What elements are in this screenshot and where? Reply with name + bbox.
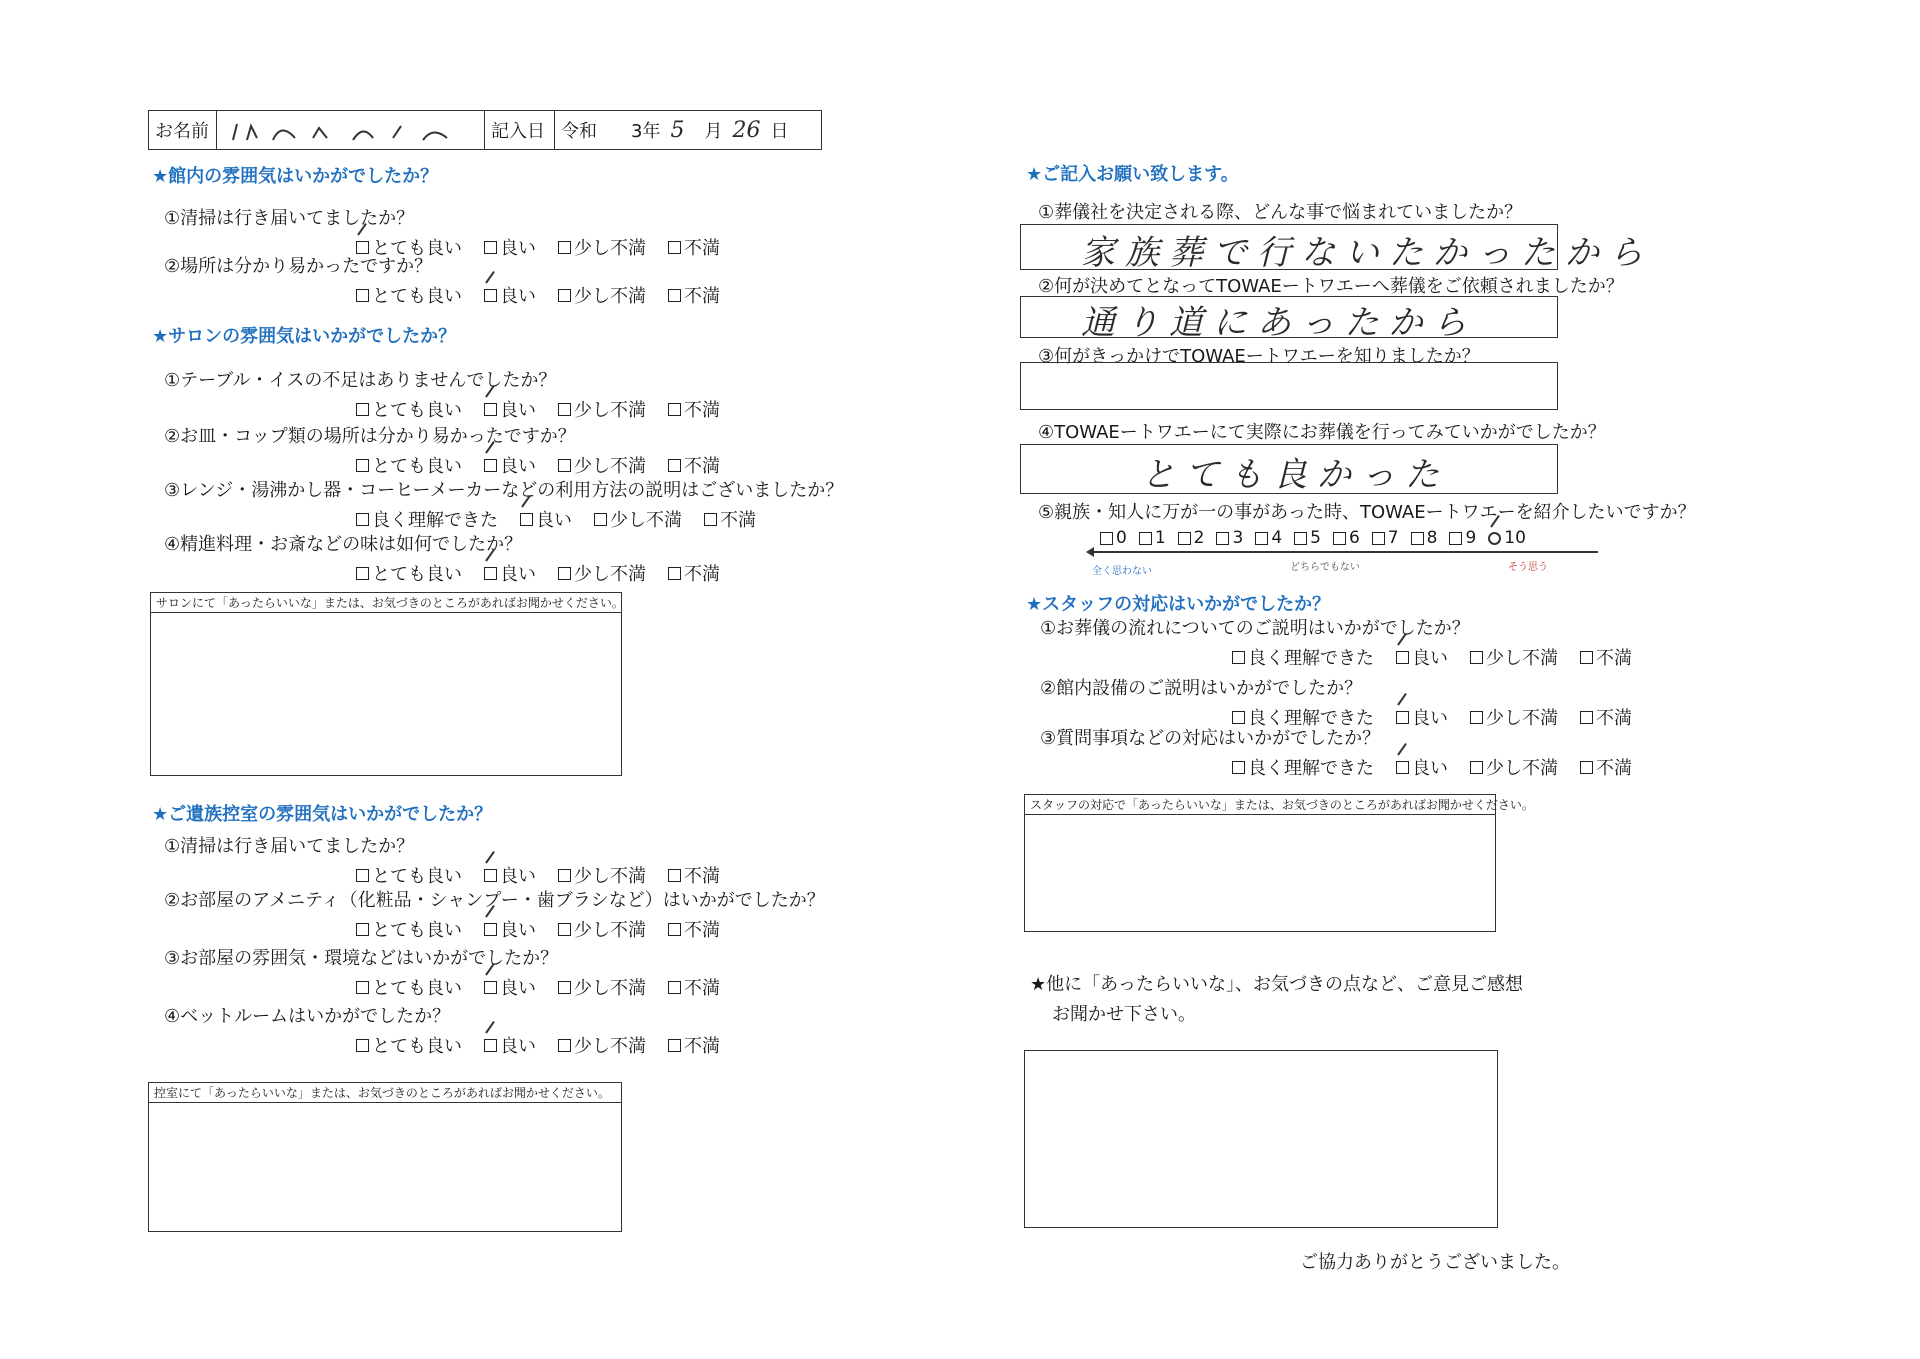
question-text: ①清掃は行き届いてましたか？: [164, 836, 415, 857]
option-label: 不満: [684, 1036, 720, 1057]
scale-option[interactable]: [1255, 528, 1282, 548]
option-label: 良い: [500, 564, 536, 585]
checkbox[interactable]: [520, 513, 533, 526]
option-label: 不満: [684, 286, 720, 307]
question-text: ③質問事項などの対応はいかがでしたか？: [1040, 728, 1381, 749]
checkbox[interactable]: [484, 459, 497, 472]
answer-box-4[interactable]: [1020, 444, 1558, 494]
answer-options: [1232, 644, 1654, 670]
option-label: 不満: [684, 920, 720, 941]
other-comment-subheading: お聞かせ下さい。: [1052, 1004, 1196, 1025]
checkbox[interactable]: [668, 403, 681, 416]
q-experience: ④TOWAEートワエーにて実際にお葬儀を行ってみていかがでしたか？: [1038, 422, 1606, 443]
checkbox[interactable]: [668, 1039, 681, 1052]
checkbox[interactable]: [668, 289, 681, 302]
option-label: 少し不満: [574, 456, 646, 477]
question-text: ②館内設備のご説明はいかがでしたか？: [1040, 678, 1363, 699]
era-text: 令和: [561, 121, 597, 142]
answer-option[interactable]: [484, 396, 536, 422]
checkbox[interactable]: [356, 923, 369, 936]
checkbox[interactable]: [558, 241, 571, 254]
scale-number: 0: [1116, 528, 1127, 548]
name-label: お名前: [149, 111, 217, 149]
option-label: 不満: [684, 400, 720, 421]
option-label: 良い: [500, 866, 536, 887]
scale-option[interactable]: [1100, 528, 1127, 548]
option-label: 不満: [1596, 708, 1632, 729]
answer-option[interactable]: [594, 506, 682, 532]
scale-low-label: 全く思わない: [1092, 566, 1152, 577]
option-label: とても良い: [372, 286, 462, 307]
answer-options: [356, 916, 742, 942]
checkbox[interactable]: [1580, 651, 1593, 664]
header-row: [148, 110, 822, 150]
checkbox[interactable]: [1411, 532, 1424, 545]
answer-option[interactable]: [356, 282, 462, 308]
option-label: 少し不満: [574, 978, 646, 999]
checkbox[interactable]: [356, 981, 369, 994]
option-label: 少し不満: [1486, 708, 1558, 729]
checkbox[interactable]: [668, 869, 681, 882]
answer-option[interactable]: [484, 282, 536, 308]
option-label: 良い: [500, 456, 536, 477]
option-label: 良い: [1412, 708, 1448, 729]
answer-option[interactable]: [484, 916, 536, 942]
answer-option[interactable]: [668, 396, 720, 422]
section-title-hall: ★館内の雰囲気はいかがでしたか？: [152, 166, 439, 187]
answer-option[interactable]: [484, 234, 536, 260]
checkbox[interactable]: [668, 981, 681, 994]
checkbox[interactable]: [1396, 651, 1409, 664]
checkbox[interactable]: [1449, 532, 1462, 545]
scale-number: 1: [1154, 528, 1166, 548]
checkbox[interactable]: [668, 459, 681, 472]
section-title-request: ★ご記入お願い致します。: [1026, 164, 1239, 185]
question-text: ②お部屋のアメニティ（化粧品・シャンプー・歯ブラシなど）はいかがでしたか？: [164, 890, 825, 911]
option-label: 良い: [500, 400, 536, 421]
answer-4-handwritten: とても良かった: [1141, 455, 1449, 495]
scale-option[interactable]: [1411, 528, 1438, 548]
waiting-room-comment-box[interactable]: [148, 1082, 622, 1232]
checkbox[interactable]: [356, 403, 369, 416]
scale-number: 5: [1310, 528, 1321, 548]
question-text: ①テーブル・イスの不足はありませんでしたか？: [164, 370, 557, 391]
waiting-room-comment-caption: 控室にて「あったらいいな」または、お気づきのところがあればお聞かせください。: [149, 1083, 621, 1103]
scale-number: 6: [1348, 528, 1360, 548]
question-text: ③お部屋の雰囲気・環境などはいかがでしたか？: [164, 948, 559, 969]
staff-comment-box[interactable]: [1024, 794, 1534, 932]
date-field[interactable]: [555, 111, 821, 149]
answer-option[interactable]: [558, 452, 646, 478]
answer-option[interactable]: [484, 974, 536, 1000]
answer-option[interactable]: [1232, 644, 1374, 670]
checkbox[interactable]: [704, 513, 717, 526]
answer-option[interactable]: [1396, 754, 1448, 780]
section-title-waiting-room: ★ご遺族控室の雰囲気はいかがでしたか？: [152, 804, 493, 825]
question-text: ④ベットルームはいかがでしたか？: [164, 1006, 451, 1027]
checkbox[interactable]: [1470, 711, 1483, 724]
answer-option[interactable]: [1580, 644, 1632, 670]
answer-option[interactable]: [558, 1032, 646, 1058]
scale-option[interactable]: [1139, 528, 1166, 548]
answer-option[interactable]: [1580, 754, 1632, 780]
answer-option[interactable]: [356, 506, 498, 532]
option-label: 良い: [1412, 758, 1448, 779]
scale-mid-label: どちらでもない: [1290, 562, 1360, 573]
answer-option[interactable]: [668, 916, 720, 942]
answer-option[interactable]: [1470, 704, 1558, 730]
year-text: 3年: [631, 121, 661, 142]
day-handwritten: 26: [732, 117, 761, 143]
answer-option[interactable]: [668, 282, 720, 308]
option-label: とても良い: [372, 1036, 462, 1057]
q-recommend: ⑤親族・知人に万が一の事があった時、TOWAEートワエーを紹介したいですか？: [1038, 502, 1696, 523]
question-text: ③レンジ・湯沸かし器・コーヒーメーカーなどの利用方法の説明はございましたか？: [164, 480, 844, 501]
checkbox[interactable]: [356, 1039, 369, 1052]
checkbox[interactable]: [1396, 761, 1409, 774]
answer-option[interactable]: [1470, 754, 1558, 780]
checkbox[interactable]: [1139, 532, 1152, 545]
other-comment-heading: ★他に「あったらいいな」、お気づきの点など、ご意見ご感想: [1030, 974, 1523, 995]
question-text: ④精進料理・お斎などの味は如何でしたか？: [164, 534, 523, 555]
option-label: 良く理解できた: [1248, 648, 1374, 669]
checkbox[interactable]: [356, 459, 369, 472]
answer-option[interactable]: [520, 506, 572, 532]
option-label: 不満: [1596, 648, 1632, 669]
checkbox[interactable]: [484, 289, 497, 302]
answer-option[interactable]: [484, 862, 536, 888]
checkbox[interactable]: [558, 567, 571, 580]
checkbox[interactable]: [484, 567, 497, 580]
option-label: 不満: [684, 564, 720, 585]
checkbox[interactable]: [484, 981, 497, 994]
scale-option[interactable]: [1178, 528, 1205, 548]
option-label: 良い: [500, 920, 536, 941]
checkbox[interactable]: [356, 567, 369, 580]
answer-option[interactable]: [356, 916, 462, 942]
scale-number: 4: [1271, 528, 1283, 548]
scale-number: 10: [1504, 528, 1526, 548]
option-label: 少し不満: [574, 400, 646, 421]
month-handwritten: 5: [670, 117, 685, 143]
checkbox[interactable]: [1580, 761, 1593, 774]
answer-options: [356, 282, 742, 308]
scale-option[interactable]: [1216, 528, 1243, 548]
answer-option[interactable]: [558, 862, 646, 888]
option-label: とても良い: [372, 238, 462, 259]
answer-option[interactable]: [356, 396, 462, 422]
checkbox[interactable]: [1580, 711, 1593, 724]
answer-option[interactable]: [356, 1032, 462, 1058]
answer-option[interactable]: [558, 282, 646, 308]
option-label: とても良い: [372, 920, 462, 941]
other-comment-box[interactable]: [1024, 1050, 1498, 1228]
answer-option[interactable]: [668, 1032, 720, 1058]
scale-option[interactable]: [1333, 528, 1360, 548]
option-label: 良い: [500, 978, 536, 999]
checkbox[interactable]: [484, 869, 497, 882]
thanks-text: ご協力ありがとうございました。: [1300, 1252, 1570, 1273]
name-scribble-graphic: [223, 118, 473, 142]
scale-high-label: そう思う: [1508, 562, 1548, 573]
question-text: ①お葬儀の流れについてのご説明はいかがでしたか？: [1040, 618, 1470, 639]
answer-box-3[interactable]: [1020, 362, 1558, 410]
checkbox[interactable]: [558, 403, 571, 416]
answer-options: [356, 1032, 742, 1058]
day-label: 日: [770, 121, 789, 142]
question-text: ②場所は分かり易かったですか？: [164, 256, 433, 277]
staff-comment-caption: スタッフの対応で「あったらいいな」または、お気づきのところがあればお聞かせください。: [1025, 795, 1495, 815]
answer-option[interactable]: [704, 506, 756, 532]
answer-option[interactable]: [1396, 704, 1448, 730]
answer-options: [356, 396, 742, 422]
section-title-staff: ★スタッフの対応はいかがでしたか？: [1026, 594, 1331, 615]
checkbox[interactable]: [558, 981, 571, 994]
checkbox[interactable]: [1488, 532, 1501, 545]
option-label: 不満: [720, 510, 756, 531]
answer-options: [356, 452, 742, 478]
checkbox[interactable]: [1178, 532, 1191, 545]
answer-options: [356, 974, 742, 1000]
checkbox[interactable]: [484, 923, 497, 936]
checkbox[interactable]: [1396, 711, 1409, 724]
option-label: とても良い: [372, 978, 462, 999]
answer-option[interactable]: [484, 1032, 536, 1058]
answer-2-handwritten: 通り道にあったから: [1081, 303, 1477, 343]
scale-number: 8: [1426, 528, 1438, 548]
answer-option[interactable]: [1396, 644, 1448, 670]
checkbox[interactable]: [1372, 532, 1385, 545]
answer-option[interactable]: [356, 560, 462, 586]
answer-option[interactable]: [558, 396, 646, 422]
checkbox[interactable]: [1470, 761, 1483, 774]
checkbox[interactable]: [558, 869, 571, 882]
answer-option[interactable]: [668, 452, 720, 478]
scale-arrow: [1088, 551, 1598, 553]
option-label: 少し不満: [574, 866, 646, 887]
option-label: 少し不満: [1486, 758, 1558, 779]
option-label: 少し不満: [574, 286, 646, 307]
option-label: とても良い: [372, 456, 462, 477]
answer-options: [356, 560, 742, 586]
month-label: 月: [704, 121, 723, 142]
option-label: 良く理解できた: [1248, 758, 1374, 779]
checkbox[interactable]: [484, 241, 497, 254]
salon-comment-box[interactable]: [150, 592, 622, 776]
checkbox[interactable]: [1294, 532, 1307, 545]
option-label: 良い: [500, 286, 536, 307]
scale-option[interactable]: [1449, 528, 1476, 548]
q-how-found: ③何がきっかけでTOWAEートワエーを知りましたか？: [1038, 346, 1480, 367]
name-field[interactable]: [217, 111, 485, 149]
option-label: 不満: [684, 238, 720, 259]
q-decision-reason: ②何が決めてとなってTOWAEートワエーへ葬儀をご依頼されましたか？: [1038, 276, 1624, 297]
question-text: ②お皿・コップ類の場所は分かり易かったですか？: [164, 426, 576, 447]
option-label: 良い: [536, 510, 572, 531]
answer-options: [356, 862, 742, 888]
option-label: 良い: [500, 1036, 536, 1057]
answer-option[interactable]: [1580, 704, 1632, 730]
answer-option[interactable]: [1232, 754, 1374, 780]
answer-option[interactable]: [668, 234, 720, 260]
answer-options: [356, 506, 778, 532]
q-decision-worry: ①葬儀社を決定される際、どんな事で悩まれていましたか？: [1038, 202, 1523, 223]
option-label: 良く理解できた: [1248, 708, 1374, 729]
checkbox[interactable]: [1470, 651, 1483, 664]
option-label: 不満: [684, 866, 720, 887]
answer-option[interactable]: [668, 974, 720, 1000]
option-label: 良く理解できた: [372, 510, 498, 531]
checkbox[interactable]: [558, 1039, 571, 1052]
section-title-salon: ★サロンの雰囲気はいかがでしたか？: [152, 326, 457, 347]
salon-comment-caption: サロンにて「あったらいいな」または、お気づきのところがあればお聞かせください。: [151, 593, 621, 613]
option-label: とても良い: [372, 866, 462, 887]
scale-option[interactable]: [1488, 528, 1526, 548]
option-label: 良い: [500, 238, 536, 259]
option-label: とても良い: [372, 400, 462, 421]
checkbox[interactable]: [1333, 532, 1346, 545]
date-label: 記入日: [485, 111, 555, 149]
answer-option[interactable]: [558, 234, 646, 260]
option-label: 少し不満: [574, 920, 646, 941]
checkbox[interactable]: [484, 403, 497, 416]
answer-box-2[interactable]: [1020, 296, 1558, 343]
question-text: ①清掃は行き届いてましたか？: [164, 208, 415, 229]
answer-option[interactable]: [356, 862, 462, 888]
scale-number: 7: [1387, 528, 1399, 548]
option-label: 不満: [1596, 758, 1632, 779]
checkbox[interactable]: [1216, 532, 1229, 545]
checkbox[interactable]: [668, 567, 681, 580]
scale-number: 3: [1232, 528, 1244, 548]
option-label: 不満: [684, 978, 720, 999]
scale-number: 2: [1193, 528, 1205, 548]
checkbox[interactable]: [356, 513, 369, 526]
option-label: 少し不満: [1486, 648, 1558, 669]
checkbox[interactable]: [1232, 651, 1245, 664]
checkbox[interactable]: [484, 1039, 497, 1052]
checkbox[interactable]: [1100, 532, 1113, 545]
checkbox[interactable]: [1255, 532, 1268, 545]
answer-option[interactable]: [558, 916, 646, 942]
recommend-scale: [1100, 528, 1538, 548]
answer-option[interactable]: [356, 974, 462, 1000]
checkbox[interactable]: [558, 289, 571, 302]
answer-options: [1232, 754, 1654, 780]
option-label: 良い: [1412, 648, 1448, 669]
checkbox[interactable]: [1232, 711, 1245, 724]
checkbox[interactable]: [668, 923, 681, 936]
answer-option[interactable]: [668, 862, 720, 888]
checkbox[interactable]: [1232, 761, 1245, 774]
answer-option[interactable]: [484, 452, 536, 478]
answer-option[interactable]: [558, 560, 646, 586]
option-label: 少し不満: [574, 238, 646, 259]
answer-box-1[interactable]: [1020, 224, 1653, 273]
option-label: 少し不満: [574, 564, 646, 585]
answer-1-handwritten: 家族葬で行ないたかったから: [1081, 233, 1653, 273]
checkbox[interactable]: [594, 513, 607, 526]
answer-option[interactable]: [1470, 644, 1558, 670]
checkbox[interactable]: [668, 241, 681, 254]
checkbox[interactable]: [356, 869, 369, 882]
scale-number: 9: [1465, 528, 1477, 548]
scale-option[interactable]: [1294, 528, 1321, 548]
option-label: 不満: [684, 456, 720, 477]
checkbox[interactable]: [356, 289, 369, 302]
checkbox[interactable]: [558, 459, 571, 472]
answer-option[interactable]: [484, 560, 536, 586]
checkbox[interactable]: [558, 923, 571, 936]
option-label: とても良い: [372, 564, 462, 585]
answer-option[interactable]: [668, 560, 720, 586]
option-label: 少し不満: [574, 1036, 646, 1057]
answer-option[interactable]: [356, 452, 462, 478]
answer-option[interactable]: [558, 974, 646, 1000]
option-label: 少し不満: [610, 510, 682, 531]
scale-option[interactable]: [1372, 528, 1399, 548]
